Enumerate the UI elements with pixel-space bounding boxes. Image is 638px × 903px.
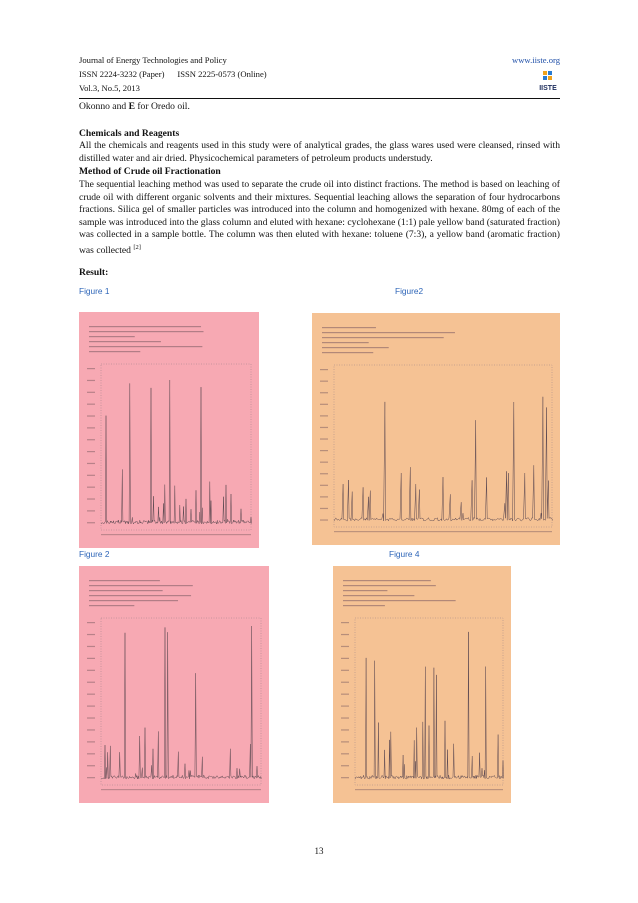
result-heading: Result: [79, 267, 109, 278]
page-number: 13 [314, 846, 324, 856]
figure-3-label: Figure 2 [79, 549, 110, 559]
fractionation-heading: Method of Crude oil Fractionation [79, 166, 221, 177]
journal-name: Journal of Energy Technologies and Policy [79, 55, 227, 65]
figure-1-label: Figure 1 [79, 286, 110, 296]
header-rule [79, 98, 560, 99]
journal-issn: ISSN 2224-3232 (Paper) ISSN 2225-0573 (Online) [79, 69, 267, 79]
figure-4-chromatogram [333, 566, 511, 803]
chemicals-heading: Chemicals and Reagents [79, 128, 180, 139]
journal-url[interactable]: www.iiste.org [512, 55, 560, 65]
figure-1-chromatogram [79, 312, 259, 548]
fractionation-paragraph: The sequential leaching method was used to separate the crude oil into distinct fractions. The method is based on leaching of crude oil with different organic solvents and their mixtures. Sequential leaching allows the separation of four hydrocarbons fractions. Silica gel of smaller particles was introduced into the column and homogenized with hexane. 80mg of each of the sample was introduced into the glass column and eluted with hexane: cyclohexane (1:1) pale yellow band (saturated fraction) was collected in a sample bottle. The column was then eluted with hexane: toluene (7:3), a yellow band (aromatic fraction) was collected [2] [79, 179, 560, 257]
figure-3-chromatogram [79, 566, 269, 803]
journal-volume: Vol.3, No.5, 2013 [79, 83, 140, 93]
figure-2-chromatogram [312, 313, 560, 545]
figure-2-label: Figure2 [395, 286, 424, 296]
figure-4-label: Figure 4 [389, 549, 420, 559]
iiste-logo [537, 70, 559, 92]
intro-line: Okonno and E for Oredo oil. [79, 101, 190, 112]
chemicals-paragraph: All the chemicals and reagents used in this study were of analytical grades, the glass wares used were cleansed, rinsed with distilled water and air dried. Physicochemical parameters of petroleum products understudy. [79, 140, 560, 164]
svg-text:IISTE: IISTE [539, 85, 557, 92]
